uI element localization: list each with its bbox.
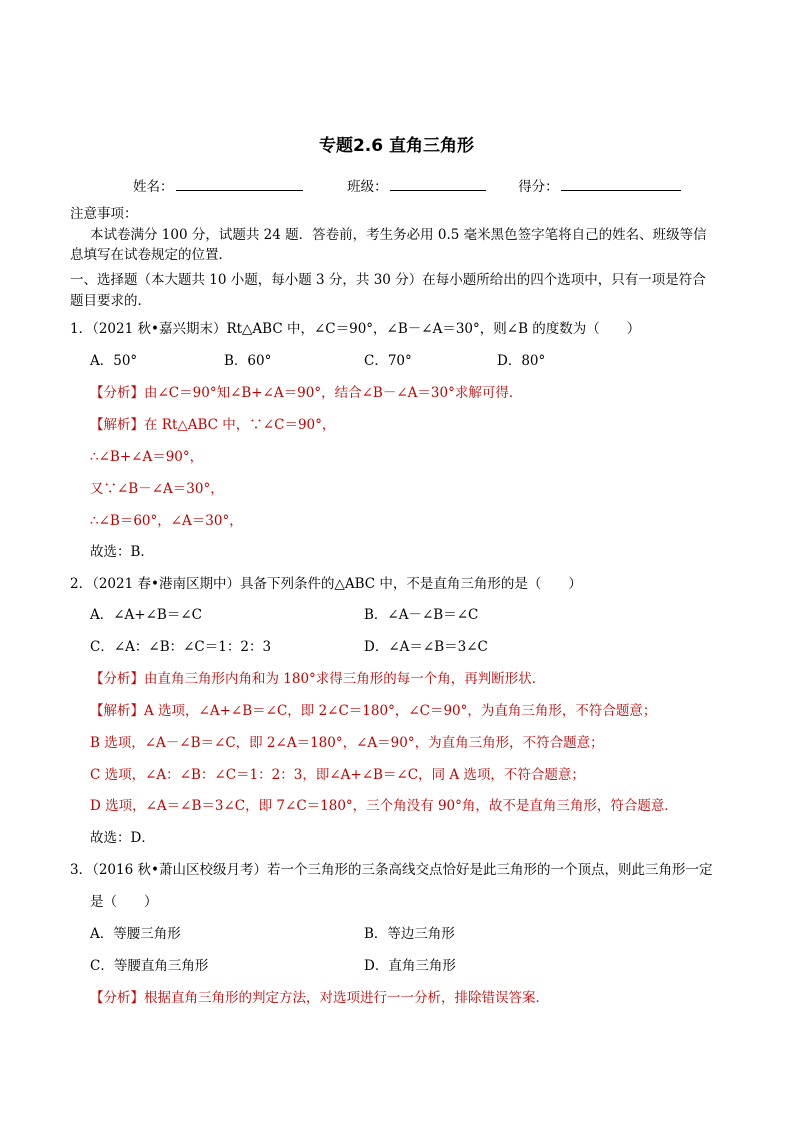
q2-answer: 故选：D． <box>90 830 155 846</box>
q3-analysis-tag: 【分析】 <box>90 990 144 1006</box>
q1-analysis-text: 由∠C＝90°知∠B+∠A＝90°，结合∠B－∠A＝30°求解可得． <box>144 385 523 401</box>
q3-option-a[interactable]: A．等腰三角形 <box>90 926 181 942</box>
q1-stem: 1．（2021 秋•嘉兴期末）Rt△ABC 中，∠C＝90°，∠B－∠A＝30°，则∠B 的度数为（ ） <box>70 321 641 337</box>
class-label: 班级： <box>347 179 388 195</box>
score-field[interactable] <box>561 177 681 191</box>
q3-stem-line-1: 3．（2016 秋•萧山区校级月考）若一个三角形的三条高线交点恰好是此三角形的一个顶点，则此三角形一定 <box>70 862 713 878</box>
notes-line-2: 息填写在试卷规定的位置． <box>70 247 232 263</box>
q2-stem: 2．（2021 春•港南区期中）具备下列条件的△ABC 中，不是直角三角形的是（ ） <box>70 576 582 592</box>
class-field[interactable] <box>390 177 486 191</box>
q3-analysis <box>90 989 549 1007</box>
q3-option-b[interactable]: B．等边三角形 <box>364 926 455 942</box>
q3-option-d[interactable]: D．直角三角形 <box>364 958 456 974</box>
q2-step-2: C 选项，∠A：∠B：∠C＝1：2：3，即∠A+∠B＝∠C，同 A 选项，不符合题意； <box>90 767 585 783</box>
q1-option-a[interactable]: A．50° <box>90 353 138 369</box>
q1-step-1: ∴∠B+∠A＝90°， <box>90 449 204 465</box>
student-info-row <box>133 177 681 196</box>
section-heading-line-2: 题目要求的． <box>70 293 151 309</box>
q1-analysis-tag: 【分析】 <box>90 385 144 401</box>
q2-analysis <box>90 670 545 688</box>
section-heading-line-1: 一、选择题（本大题共 10 小题，每小题 3 分，共 30 分）在每小题所给出的四个选项中，只有一项是符合 <box>70 272 706 288</box>
name-label: 姓名： <box>133 179 174 195</box>
q3-analysis-text: 根据直角三角形的判定方法，对选项进行一一分析，排除错误答案． <box>144 990 549 1006</box>
name-field[interactable] <box>176 177 303 191</box>
q1-solution <box>90 416 335 434</box>
q1-analysis <box>90 384 522 402</box>
q1-step-2: 又∵∠B－∠A＝30°， <box>90 481 224 497</box>
q3-stem-line-2: 是（ ） <box>90 894 158 910</box>
q1-option-b[interactable]: B．60° <box>224 353 272 369</box>
q2-solution-text: A 选项，∠A+∠B＝∠C，即 2∠C＝180°，∠C＝90°，为直角三角形，不符合题意； <box>144 703 657 719</box>
score-label: 得分： <box>518 179 559 195</box>
q2-analysis-text: 由直角三角形内角和为 180°求得三角形的每一个角，再判断形状． <box>144 671 546 687</box>
q2-option-c[interactable]: C．∠A：∠B：∠C＝1：2：3 <box>90 639 272 655</box>
q2-step-1: B 选项，∠A－∠B＝∠C，即 2∠A＝180°，∠A＝90°，为直角三角形，不符合题意； <box>90 735 604 751</box>
q2-step-3: D 选项，∠A＝∠B＝3∠C，即 7∠C＝180°，三个角没有 90°角，故不是直角三角形，符合题意． <box>90 798 678 814</box>
q1-answer: 故选：B． <box>90 544 154 560</box>
q1-step-3: ∴∠B＝60°，∠A＝30°， <box>90 513 243 529</box>
q2-option-b[interactable]: B．∠A－∠B＝∠C <box>364 607 479 623</box>
q2-analysis-tag: 【分析】 <box>90 671 144 687</box>
q1-option-c[interactable]: C．70° <box>364 353 412 369</box>
q2-solution <box>90 702 656 720</box>
q1-solution-text: 在 Rt△ABC 中，∵∠C＝90°， <box>144 417 336 433</box>
page-title: 专题2.6 直角三角形 <box>318 136 475 156</box>
q1-option-d[interactable]: D．80° <box>497 353 546 369</box>
q3-option-c[interactable]: C．等腰直角三角形 <box>90 958 209 974</box>
q2-solution-tag: 【解析】 <box>90 703 144 719</box>
q2-option-a[interactable]: A．∠A+∠B＝∠C <box>90 607 202 623</box>
q1-solution-tag: 【解析】 <box>90 417 144 433</box>
notes-heading: 注意事项： <box>70 206 138 222</box>
notes-line-1: 本试卷满分 100 分，试题共 24 题．答卷前，考生务必用 0.5 毫米黑色签字笔将自己的姓名、班级等信 <box>90 227 707 243</box>
q2-option-d[interactable]: D．∠A＝∠B＝3∠C <box>364 639 488 655</box>
